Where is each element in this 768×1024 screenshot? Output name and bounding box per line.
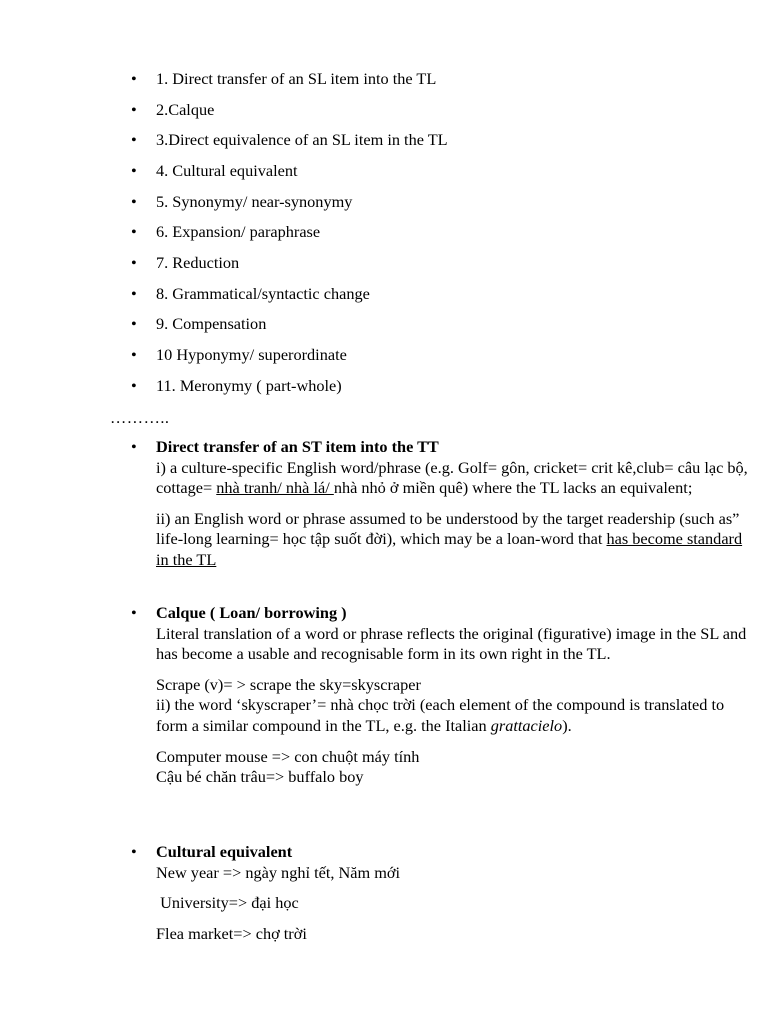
bullet: • [131, 345, 137, 364]
bullet: • [131, 842, 137, 861]
paragraph: New year => ngày nghỉ tết, Năm mới [156, 862, 400, 882]
list-item: 5. Synonymy/ near-synonymy [156, 192, 353, 211]
paragraph: i) a culture-specific English word/phrase (e.g. Golf= gôn, cricket= crit kê,club= câu lạc bộ, cottage= nhà tranh/ nhà lá/ nhà nhỏ ở miền quê) where the TL lacks an equivalent; [156, 457, 748, 498]
list-item: 1. Direct transfer of an SL item into the TL [156, 69, 437, 88]
paragraph: Scrape (v)= > scrape the sky=skyscraper ii) the word ‘skyscraper’= nhà chọc trời (each element of the compound is translated to form a similar compound in the TL, e.g. the Italian grattacielo). [156, 674, 725, 735]
list-item: 2.Calque [156, 100, 215, 119]
list-item: 8. Grammatical/syntactic change [156, 284, 370, 303]
section-calque [131, 603, 751, 788]
bullet: • [131, 192, 137, 211]
section-heading: Cultural equivalent [156, 842, 293, 861]
bullet: • [131, 130, 137, 149]
bullet: • [131, 253, 137, 272]
paragraph: Computer mouse => con chuột máy tính Cậu bé chăn trâu=> buffalo boy [156, 746, 420, 787]
paragraph: Literal translation of a word or phrase reflects the original (figurative) image in the SL and has become a usable and recognisable form in its own right in the TL. [156, 623, 747, 664]
list-item: 10 Hyponymy/ superordinate [156, 345, 347, 364]
bullet: • [131, 161, 137, 180]
paragraph: Flea market=> chợ trời [156, 923, 307, 943]
list-item: 3.Direct equivalence of an SL item in the TL [156, 130, 448, 149]
bullet: • [131, 100, 137, 119]
bullet: • [131, 222, 137, 241]
section-heading: Calque ( Loan/ borrowing ) [156, 603, 347, 622]
separator: ……….. [110, 408, 170, 427]
list-item: 9. Compensation [156, 314, 267, 333]
bullet: • [131, 69, 137, 88]
bullet: • [131, 376, 137, 395]
paragraph: ii) an English word or phrase assumed to be understood by the target readership (such as” life-long learning= học tập suốt đời), which may be a loan-word that has become standard in the TL [156, 508, 743, 569]
section-heading: Direct transfer of an ST item into the TT [156, 437, 439, 456]
bullet: • [131, 314, 137, 333]
bullet: • [131, 603, 137, 622]
list-item: 7. Reduction [156, 253, 240, 272]
paragraph: University=> đại học [156, 893, 299, 913]
section-direct-transfer [131, 437, 751, 571]
list-item: 6. Expansion/ paraphrase [156, 222, 321, 241]
list-item: 4. Cultural equivalent [156, 161, 298, 180]
section-cultural-equivalent [131, 842, 751, 944]
bullet: • [131, 284, 137, 303]
list-item: 11. Meronymy ( part-whole) [156, 376, 342, 395]
bullet: • [131, 437, 137, 456]
